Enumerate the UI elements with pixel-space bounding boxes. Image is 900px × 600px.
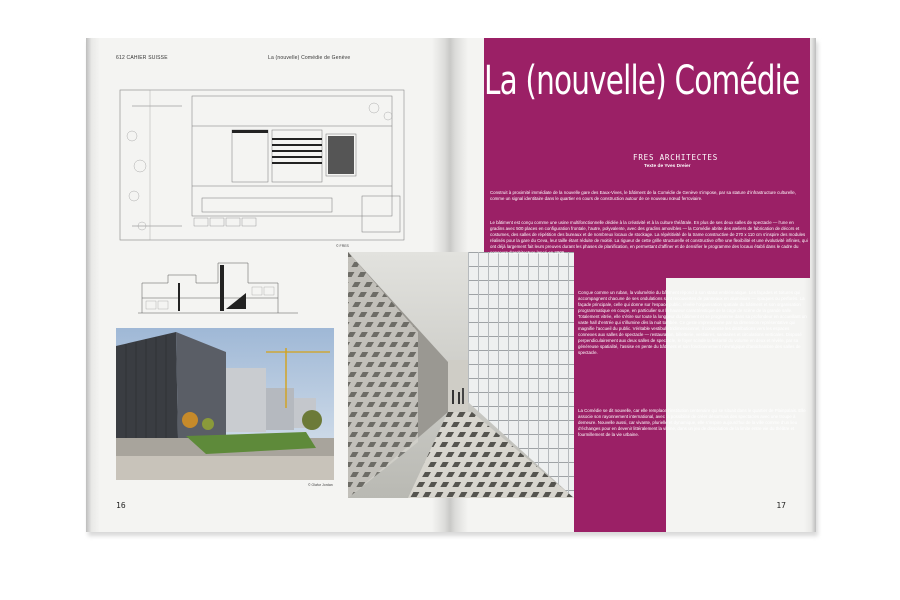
- section-drawing: [138, 253, 298, 325]
- page-number-right: 17: [776, 501, 786, 510]
- architect-name: FRES ARCHITECTES: [633, 153, 719, 162]
- exterior-photo: [116, 328, 334, 480]
- article-author: Texte de Yves Dreier: [644, 164, 691, 169]
- body-paragraph: La Comédie se dit nouvelle, car elle remplace l’institution centenaire qui se situait dans le quartier de Plainpalais. Elle associe son rayonnement international, avec la possibilité de créer désormais des spectacles avec une troupe à demeure. Nouvelle aussi, car vivante, plurielle et dynamique, elle s’inspire aujourd’hui de la ville comme d’un lieu d’échanges pour en devenir littéralement la vitrine, dans un jeu de dissolution de la limite entre vie du théâtre et fourmillement de la vie urbaine.: [578, 408, 806, 438]
- body-paragraph: Le bâtiment est conçu comme une usine multifonctionnelle dédiée à la créativité et à la culture théâtrale. En plus de ses deux salles de spectacle — l’une en gradins avec 500 places en configuration frontale, l’autre, polyvalente, avec des gradins amovibles — la Comédie abrite des ateliers de fabrication de décors et costumes, des salles de répétition des bureaux et de nombreux locaux de stockage. La répétitivité de la trame constructive de 270 x 110 cm s’inspire des modules réalisés pour la gare du Ceva, leur taille étant réduite de moitié. La rigueur de cette grille structurelle et constructive offre une flexibilité et une évolutivité infinies, qui ont déjà largement fait leurs preuves durant les phases de planification, en permettant d’affiner et de densifier le programme des locaux établi dans le cadre du concours d’architecture lancé en 2009.: [490, 220, 808, 256]
- running-head-left: 612 CAHIER SUISSE: [116, 55, 168, 61]
- body-paragraph: Construit à proximité immédiate de la nouvelle gare des Eaux-Vives, le bâtiment de la Comédie de Genève s’impose, par sa stature d’infrastructure culturelle, comme un signal identitaire dans le quartier en cours de construction autour de ce nouveau nœud ferroviaire.: [490, 190, 796, 202]
- page-number-left: 16: [116, 501, 126, 510]
- page-edge: [86, 38, 100, 532]
- interior-foyer-photo: [348, 252, 574, 498]
- magazine-spread: [86, 38, 816, 532]
- drawing-credit: © FRES: [336, 244, 349, 248]
- photo-credit-exterior: © Olafur Jordan: [308, 483, 333, 487]
- running-head-center: La (nouvelle) Comédie de Genève: [268, 55, 351, 61]
- article-title: La (nouvelle) Comédie: [484, 58, 800, 104]
- floor-plan-drawing: [112, 86, 412, 244]
- body-paragraph: Conçue comme un ruban, la volumétrie du bâtiment répond à son statut emblématique. Les façades et toitures qui accompagnent chacune de ses ondulations sont recouvertes de panneaux en aluminium — opaques ou perforés. La façade principale, celle qui donne sur l’espace public, révèle l’organisation spatiale du bâtiment et son organisation programmatique en coupe, en particulier sur la hauteur caractéristique de la cage de scène de la grande salle. Totalement vitrée, elle s’étire sur toute la longueur du bâtiment et se programme dans sa profondeur en accueillant un vaste hall d’entrée qui s’illumine dès la nuit tombée. Ce geste impressionne par sa dimension représentative qui magnifie l’accueil du public. Véritable vestibule tridimensionnel, il condense les distributions vers les espaces connexes aux salles de spectacle — restauration, billetterie, vestiaires, sanitaires et circulations verticales. Disposé perpendiculairement aux deux salles de spectacle, le foyer scinde la linéarité du volume en deux et révèle, par sa généreuse spatialité, l’assise en pente du bâtiment et son fonctionnement névralgique d’antichambre des salles de spectacle.: [578, 290, 807, 356]
